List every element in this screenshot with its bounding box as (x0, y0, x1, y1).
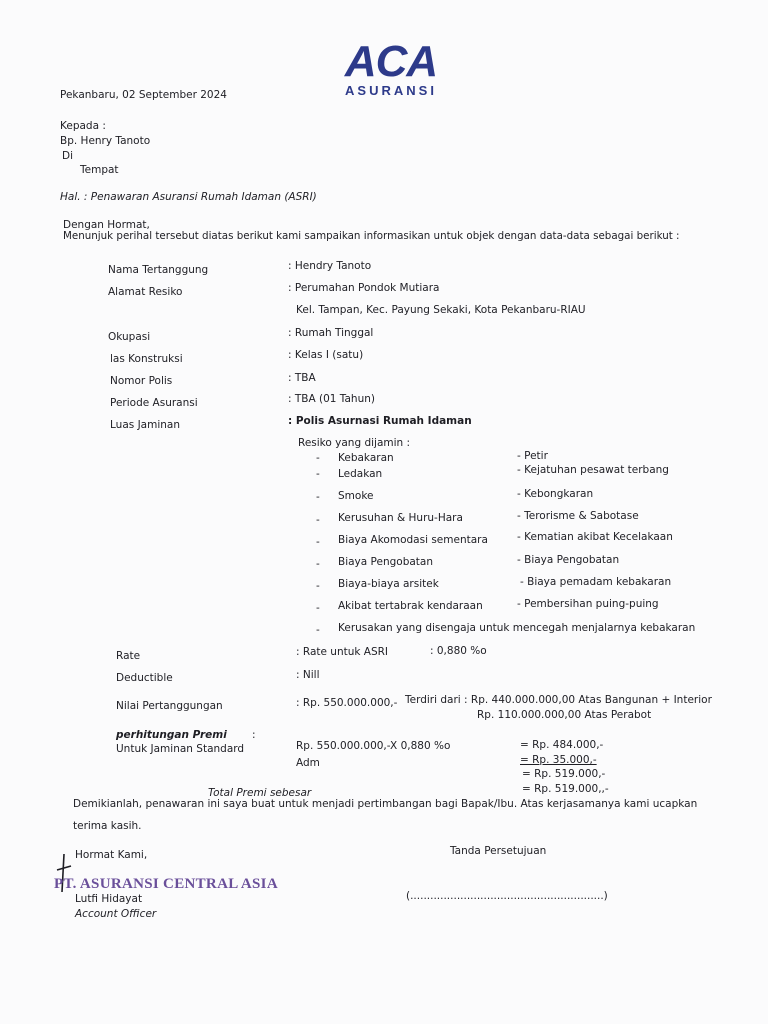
greeting: Dengan Hormat, (63, 219, 150, 231)
risk-left-item: Akibat tertabrak kendaraan (338, 600, 483, 612)
risk-right-item: - Kematian akibat Kecelakaan (517, 531, 673, 543)
risk-right-item: - Kejatuhan pesawat terbang (517, 464, 669, 476)
premi-label: Untuk Jaminan Standard (116, 743, 245, 755)
field-polis-label: Nomor Polis (110, 375, 173, 387)
recipient-to-label: Kepada : (60, 120, 106, 132)
risk-left-item: Kerusuhan & Huru-Hara (338, 512, 463, 524)
recipient-place: Tempat (80, 164, 119, 176)
closing-text: Demikianlah, penawaran ini saya buat untuk menjadi pertimbangan bagi Bapak/Ibu. Atas kerjasamanya kami ucapkan terima kasih. (73, 798, 698, 832)
risk-left-item: Ledakan (338, 468, 383, 480)
risk-left-item: Biaya-biaya arsitek (338, 578, 439, 590)
risk-bullet: - (316, 580, 320, 592)
subject-line: Hal. : Penawaran Asuransi Rumah Idaman (ASRI) (60, 191, 317, 203)
risk-bullet: - (316, 514, 320, 526)
risk-left-item: Smoke (338, 490, 374, 502)
rate-value: : Rate untuk ASRI (296, 646, 389, 658)
risks-heading: Resiko yang dijamin : (298, 437, 411, 449)
nilai-value: : Rp. 550.000.000,- (296, 697, 398, 709)
field-okupasi-value: : Rumah Tinggal (288, 327, 374, 339)
risk-bullet: - (316, 536, 320, 548)
premi-result-2: = Rp. 35.000,- (520, 754, 597, 766)
intro-text: Menunjuk perihal tersebut diatas berikut kami sampaikan informasikan untuk objek dengan data-data sebagai berikut : (63, 230, 680, 242)
signer-title: Account Officer (75, 908, 157, 920)
field-polis-value: : TBA (288, 372, 316, 384)
risk-bullet: - (316, 468, 320, 480)
signer-name: Lutfi Hidayat (75, 893, 143, 905)
field-alamat-value: : Perumahan Pondok Mutiara (288, 282, 440, 294)
recipient-name: Bp. Henry Tanoto (60, 135, 151, 147)
field-alamat-value2: Kel. Tampan, Kec. Payung Sekaki, Kota Pekanbaru-RIAU (296, 304, 586, 316)
risk-bullet: - (316, 602, 320, 614)
field-periode-value: : TBA (01 Tahun) (288, 393, 375, 405)
premi-calc: Rp. 550.000.000,-X 0,880 %o (296, 740, 451, 752)
premi-adm: Adm (296, 757, 320, 769)
field-luas-label: Luas Jaminan (110, 419, 180, 431)
nilai-label: Nilai Pertanggungan (116, 700, 223, 712)
risk-right-item: - Biaya Pengobatan (517, 554, 620, 566)
deductible-value: : Nill (296, 669, 320, 681)
approval-label: Tanda Persetujuan (450, 845, 547, 857)
risk-right-item: - Petir (517, 450, 548, 462)
total-premi-label: Total Premi sebesar (208, 787, 312, 799)
risk-right-item: - Biaya pemadam kebakaran (520, 576, 672, 588)
field-alamat-label: Alamat Resiko (108, 286, 183, 298)
nilai-terdiri: Terdiri dari : Rp. 440.000.000,00 Atas Bangunan + Interior (405, 694, 712, 706)
field-periode-label: Periode Asuransi (110, 397, 198, 409)
risk-left-item: Biaya Pengobatan (338, 556, 434, 568)
risk-left-item: Kebakaran (338, 452, 394, 464)
risk-bullet: - (316, 558, 320, 570)
rate-label: Rate (116, 650, 141, 662)
total-premi-value: = Rp. 519.000,,- (522, 783, 609, 795)
logo-main-text: ACA (344, 37, 438, 86)
premi-result-3: = Rp. 519.000,- (522, 768, 606, 780)
risk-right-item: - Pembersihan puing-puing (517, 598, 659, 610)
field-konstruksi-value: : Kelas I (satu) (288, 349, 364, 361)
rate-amount: : 0,880 %o (430, 645, 487, 657)
aca-logo (335, 37, 447, 98)
approval-signature-line: (..........................................................) (406, 890, 608, 902)
deductible-label: Deductible (116, 672, 173, 684)
date-line: Pekanbaru, 02 September 2024 (60, 89, 227, 101)
premi-heading: perhitungan Premi (116, 729, 227, 741)
risk-bullet: - (316, 624, 320, 636)
logo-sub-text: ASURANSI (345, 83, 437, 98)
risk-right-item: - Kebongkaran (517, 488, 594, 500)
field-nama-label: Nama Tertanggung (108, 264, 209, 276)
signoff-hormat: Hormat Kami, (75, 849, 148, 861)
field-nama-value: : Hendry Tanoto (288, 260, 372, 272)
company-stamp: PT. ASURANSI CENTRAL ASIA (54, 876, 278, 892)
risk-bullet: - (316, 452, 320, 464)
risk-right-item: - Terorisme & Sabotase (517, 510, 639, 522)
field-okupasi-label: Okupasi (108, 331, 151, 343)
nilai-terdiri2: Rp. 110.000.000,00 Atas Perabot (477, 709, 652, 721)
risk-left-item: Biaya Akomodasi sementara (338, 534, 488, 546)
premi-colon: : (252, 729, 256, 741)
field-luas-value: : Polis Asurnasi Rumah Idaman (288, 415, 472, 427)
risk-last-item: Kerusakan yang disengaja untuk mencegah menjalarnya kebakaran (338, 622, 696, 634)
risk-bullet: - (316, 491, 320, 503)
recipient-di: Di (62, 150, 74, 162)
premi-result-1: = Rp. 484.000,- (520, 739, 604, 751)
field-konstruksi-label: las Konstruksi (110, 353, 183, 365)
